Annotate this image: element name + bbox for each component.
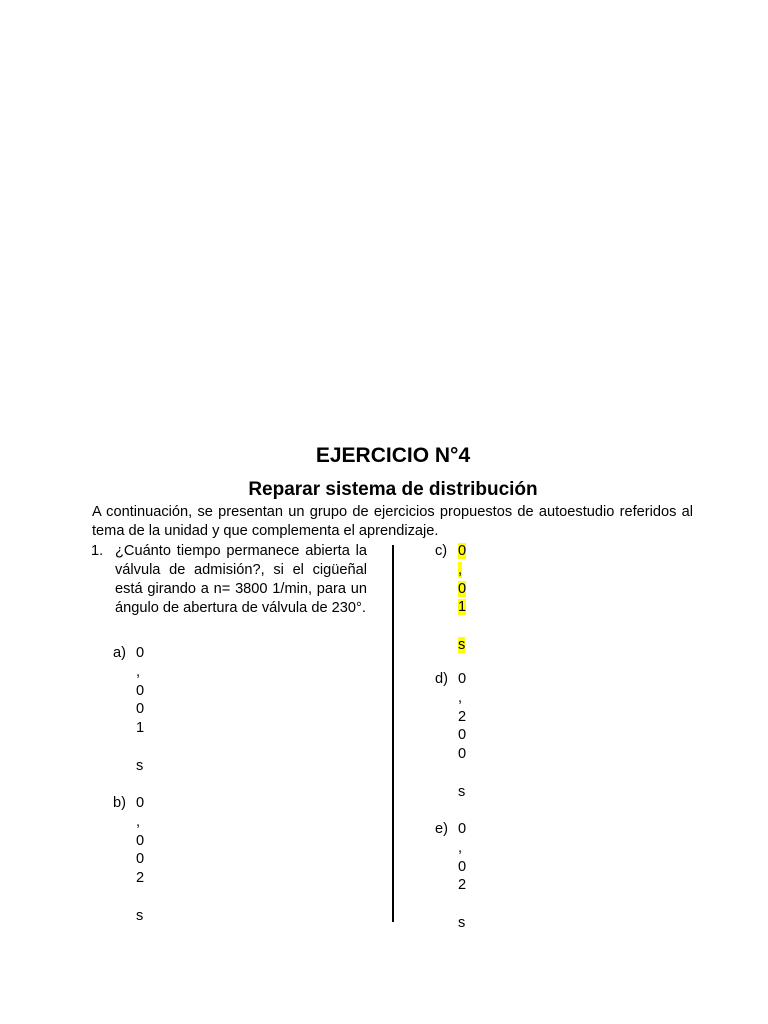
option-c-value <box>458 542 466 655</box>
option-e-char: 0 <box>458 858 467 875</box>
option-b-char <box>136 888 144 907</box>
option-b-char: 0 <box>136 832 145 849</box>
option-c-letter: c) <box>435 543 448 559</box>
option-d-letter: d) <box>435 671 448 687</box>
exercise-subtitle: Reparar sistema de distribución <box>248 479 538 500</box>
option-d-value <box>458 670 466 802</box>
option-d-char: s <box>458 783 466 800</box>
option-e-char: 2 <box>458 877 467 894</box>
exercise-title: EJERCICIO N°4 <box>315 444 471 467</box>
option-a-char: 0 <box>136 701 145 718</box>
option-a-char: 0 <box>136 682 145 699</box>
option-a-char: , <box>136 663 141 680</box>
option-a-letter: a) <box>113 645 126 661</box>
option-a-char: 0 <box>136 645 145 661</box>
option-b-letter: b) <box>113 795 126 811</box>
option-b-char: , <box>136 813 141 830</box>
option-b-char: 2 <box>136 870 145 887</box>
option-c-char <box>458 617 466 636</box>
intro-paragraph: A continuación, se presentan un grupo de ejercicios propuestos de autoestudio referidos al tema de la unidad y que complementa el aprendizaje. <box>92 504 693 539</box>
column-divider <box>392 545 394 922</box>
option-e-char <box>458 895 466 914</box>
option-e-char: , <box>458 839 463 856</box>
option-a-value <box>136 644 144 776</box>
option-d-char: 0 <box>458 671 467 687</box>
option-c-char: 0 <box>458 580 467 597</box>
option-d-char: , <box>458 689 463 706</box>
option-e-value <box>458 820 466 933</box>
option-a-char <box>136 738 144 757</box>
option-e-char: s <box>458 914 466 931</box>
option-c-char: s <box>458 636 466 653</box>
option-b-char: 0 <box>136 795 145 811</box>
question-text: ¿Cuánto tiempo permanece abierta la válvula de admisión?, si el cigüeñal está girando a n= 3800 1/min, para un ángulo de abertura de válvula de 230°. <box>115 543 367 616</box>
option-c-char: 0 <box>458 543 467 559</box>
option-b-char: s <box>136 907 144 924</box>
option-d-char: 2 <box>458 708 467 725</box>
option-e-letter: e) <box>435 821 448 837</box>
option-a-char: 1 <box>136 720 145 737</box>
option-b-char: 0 <box>136 851 145 868</box>
option-c-char: 1 <box>458 599 467 616</box>
option-d-char: 0 <box>458 727 467 744</box>
option-b-value <box>136 794 144 926</box>
option-a-char: s <box>136 757 144 774</box>
option-d-char <box>458 764 466 783</box>
option-d-char: 0 <box>458 746 467 763</box>
option-c-char: , <box>458 561 463 578</box>
question-number: 1. <box>91 543 104 559</box>
option-e-char: 0 <box>458 821 467 837</box>
